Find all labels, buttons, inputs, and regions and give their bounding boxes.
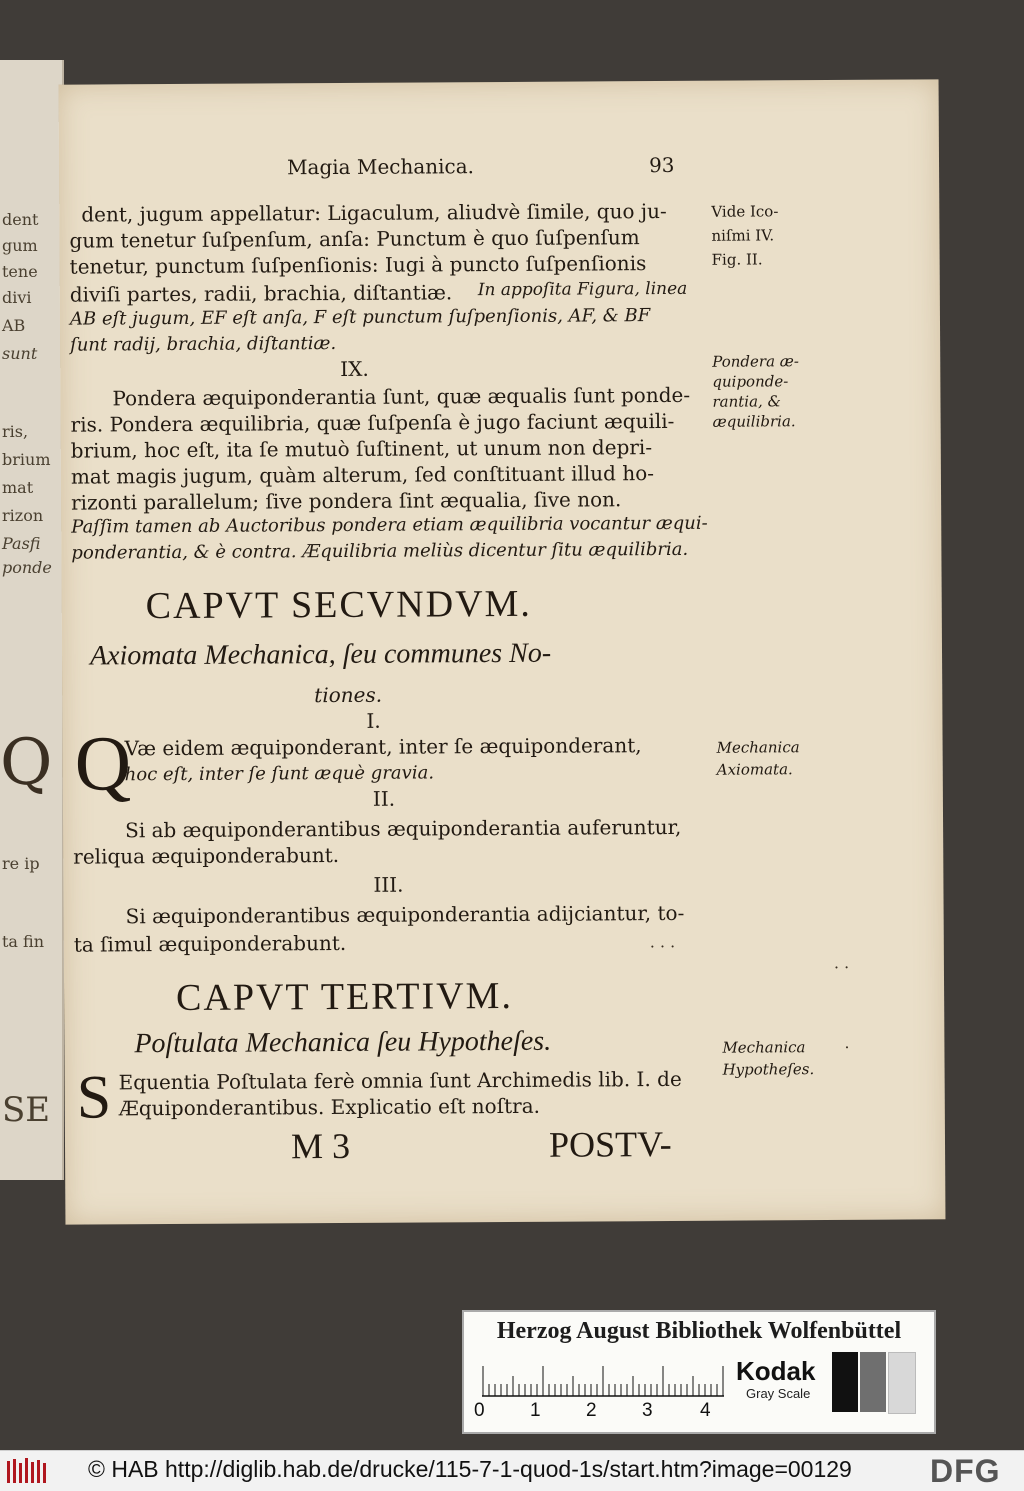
book-page [59,79,946,1224]
swatch-black [832,1352,858,1412]
catchword: POSTV- [548,1123,672,1165]
text-line: Si ab æquiponderantibus æquiponderantia auferuntur, [125,814,682,843]
fragment: mat [2,478,34,497]
margin-note: Axiomata. [716,760,793,779]
copyright-url[interactable]: © HAB http://diglib.hab.de/drucke/115-7-1-quod-1s/start.htm?image=00129 [88,1456,852,1482]
chapter-heading: CAPVT TERTIVM. [175,974,514,1019]
fragment: Pasfi [2,534,41,553]
italic-inline: In appoſita Figura, linea [477,278,688,301]
fragment: tene [2,262,38,281]
fragment-drop-cap: Q [0,726,53,800]
fragment: ta fin [2,932,45,951]
footer-bar [0,1450,1024,1491]
page-number: 93 [648,152,675,178]
swatch-light [888,1352,916,1414]
fragment: ris, [2,422,29,441]
margin-note: Hypotheſes. [722,1060,815,1079]
drop-cap: Q [74,719,132,807]
text-line: Æquiponderantibus. Explicatio eſt noſtra. [118,1093,541,1121]
dfg-logo: DFG [930,1453,1001,1489]
text-line: gum tenetur ſuſpenſum, anſa: Punctum è quo ſuſpenſum [69,225,640,253]
signature-mark: M 3 [290,1125,351,1167]
margin-note: Mechanica [722,1038,806,1057]
fragment: ponde [2,558,52,577]
text-line: Equentia Poſtulata ferè omnia ſunt Archimedis lib. I. de [118,1066,682,1095]
fragment: brium [2,450,51,469]
ruler-labels [474,1400,734,1426]
hab-logo-icon [6,1457,48,1485]
chapter-subtitle: Axiomata Mechanica, ſeu communes No- [89,637,552,672]
text-line: brium, hoc eſt, ita ſe mutuò ſuſtinent, ut unum non depri- [70,435,653,463]
fragment: AB [2,316,26,335]
section-number: IX. [340,356,369,381]
fragment: sunt [2,344,38,363]
margin-note: Fig. II. [711,250,763,269]
ink-specks: · · [833,957,850,977]
margin-note: Mechanica [716,738,800,757]
scale-ruler [482,1358,724,1398]
text-line: Si æquiponderantibus æquiponderantia adijciantur, to- [125,900,685,929]
text-line: dent, jugum appellatur: Ligaculum, aliudvè ſimile, quo ju- [81,198,667,227]
margin-note: niſmi IV. [711,226,775,245]
text-line: mat magis jugum, quàm alterum, ſed conſtituant illud ho- [70,461,655,489]
text-line: Pondera æquiponderantia ſunt, quæ æqualis ſunt ponde- [112,382,691,411]
swatch-gray [860,1352,886,1412]
ruler-label: 1 [530,1400,541,1421]
margin-note: Pondera æ- [712,352,800,371]
previous-page-edge [0,60,64,1180]
ruler-label: 0 [474,1400,485,1421]
chapter-subtitle: Poſtulata Mechanica ſeu Hypotheſes. [134,1025,552,1060]
section-number: III. [373,872,404,897]
fragment: rizon [2,506,44,525]
fragment: SE [2,1090,51,1130]
chapter-subtitle-cont: tiones. [314,682,383,708]
ruler-label: 3 [642,1400,653,1421]
ruler-label: 4 [700,1400,711,1421]
ink-specks: · [844,1037,850,1057]
fragment: dent [2,210,39,229]
gray-scale-label: Gray Scale [746,1386,811,1401]
kodak-logo: Kodak [736,1356,816,1386]
text-line: reliqua æquiponderabunt. [73,842,340,869]
text-line: ris. Pondera æquilibria, quæ ſuſpenſa è jugo faciunt æquili- [70,408,675,437]
margin-note: quiponde- [712,372,789,391]
margin-note: æquilibria. [712,412,796,431]
color-calibration-card [462,1310,936,1434]
fragment: re ip [2,854,40,873]
library-name: Herzog August Bibliothek Wolfenbüttel [496,1318,902,1344]
text-line: rizonti parallelum; ſive pondera ſint æqualia, ſive non. [71,487,622,515]
text-line: AB eſt jugum, EF eſt anſa, F eſt punctum ſuſpenſionis, AF, & BF [69,305,651,330]
running-title: Magia Mechanica. [286,154,475,180]
text-line: hoc eſt, inter ſe ſunt æquè gravia. [124,762,435,786]
text-line: ponderantia, & è contra. Æquilibria meliùs dicentur ſitu æquilibria. [71,538,689,564]
text-line: Væ eidem æquiponderant, inter ſe æquiponderant, [124,733,642,761]
drop-cap: S [76,1063,112,1132]
text-line: ta ſimul æquiponderabunt. [73,930,347,957]
margin-note: Vide Ico- [711,202,779,221]
margin-note: rantia, & [712,392,781,411]
text-line: diviſi partes, radii, brachia, diſtantiæ. [69,280,453,307]
text-line: ſunt radij, brachia, diſtantiæ. [70,333,337,356]
section-number: I. [366,708,381,733]
section-number: II. [372,786,396,811]
text-line: tenetur, punctum ſuſpenſionis: Iugi à puncto ſuſpenſionis [69,251,647,279]
chapter-heading: CAPVT SECVNDVM. [145,582,532,628]
fragment: divi [2,288,32,307]
fragment: gum [2,236,38,255]
ink-specks: · · · [649,936,676,957]
ruler-label: 2 [586,1400,597,1421]
text-line: Paſſim tamen ab Auctoribus pondera etiam æquilibria vocantur æqui- [71,512,708,538]
